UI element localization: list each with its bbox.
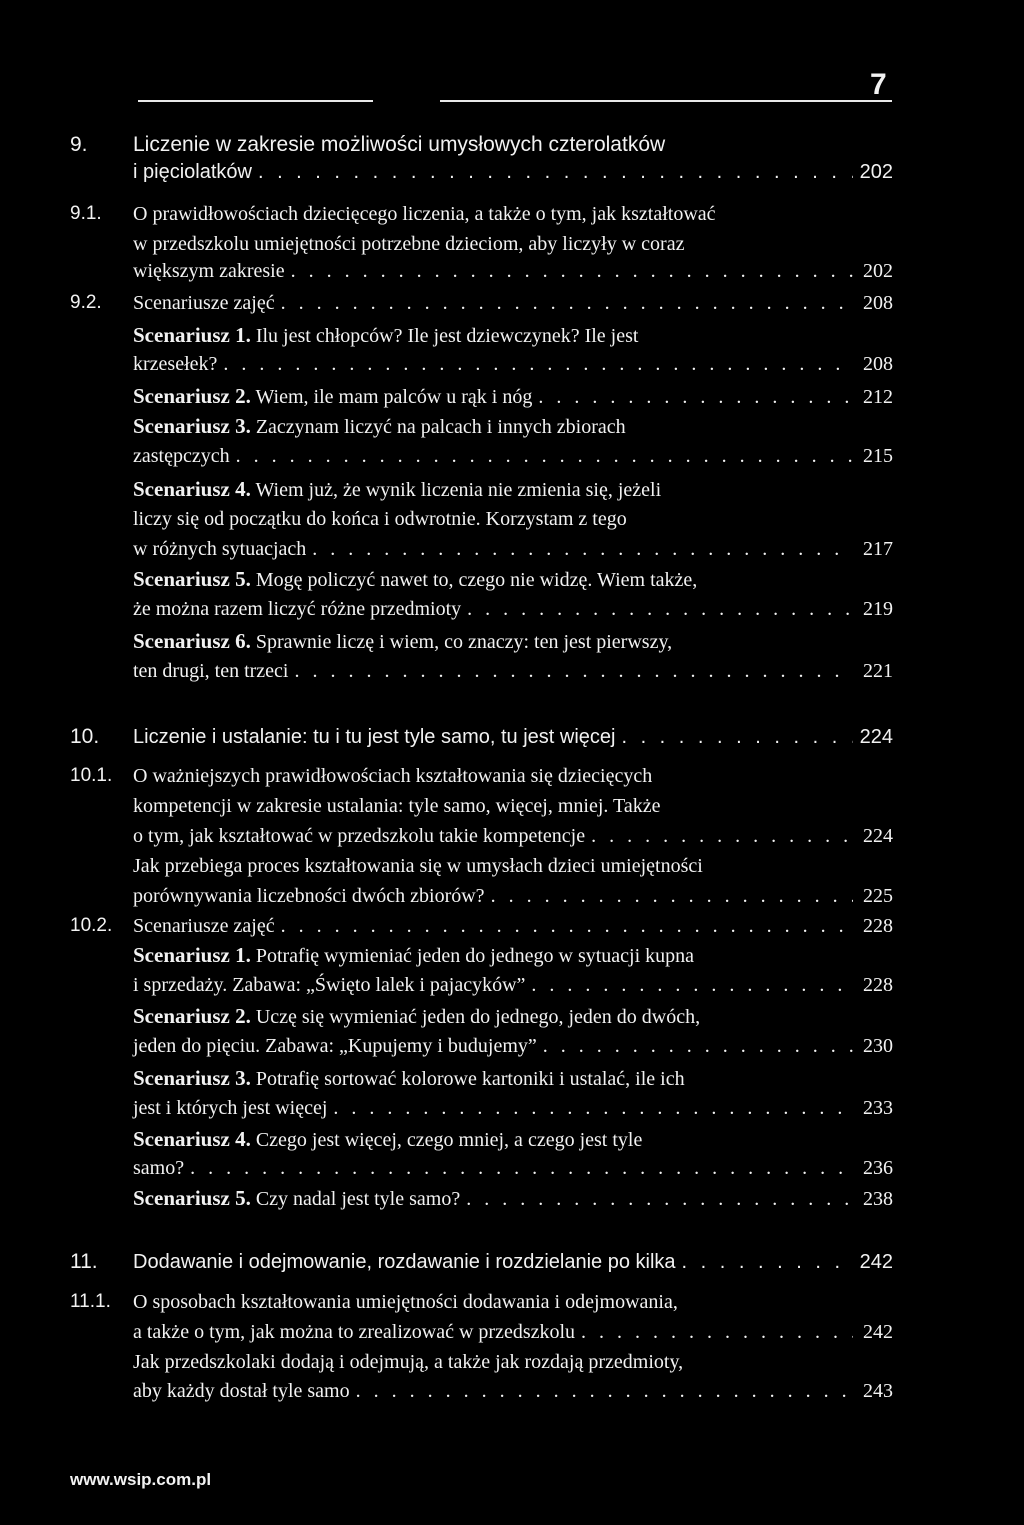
scenario-title-cont: zastępczych: [133, 445, 230, 467]
dot-leader: [190, 1155, 853, 1181]
scenario-10-1-line: [133, 942, 694, 969]
dot-leader: [682, 1249, 853, 1275]
section-10-2-number: 10.2.: [70, 915, 113, 936]
page-ref: 228: [863, 974, 893, 996]
page-ref: 217: [863, 538, 893, 560]
header-rule-left: [138, 100, 373, 102]
header-rule-right: [440, 100, 892, 102]
page-number: 7: [870, 68, 887, 101]
page-ref: 208: [863, 292, 893, 314]
toc-entry-9-scenario-5[interactable]: [133, 596, 893, 622]
chapter-10-title: Liczenie i ustalanie: tu i tu jest tyle samo, tu jest więcej: [133, 726, 616, 748]
page-ref: 242: [863, 1321, 893, 1343]
page-ref: 233: [863, 1097, 893, 1119]
scenario-title: Sprawnie liczę i wiem, co znaczy: ten jest pierwszy,: [250, 631, 673, 653]
scenario-9-5-line: [133, 566, 697, 593]
scenario-10-4-line: [133, 1126, 642, 1153]
section-10-1-title-end: o tym, jak kształtować w przedszkolu takie kompetencje: [133, 825, 586, 847]
section-9-1-number: 9.1.: [70, 203, 102, 224]
page-ref: 221: [863, 660, 893, 682]
section-9-1-title: O prawidłowościach dziecięcego liczenia, a także o tym, jak kształtować: [133, 203, 716, 225]
toc-entry-chapter-9[interactable]: [133, 159, 893, 185]
scenario-title-cont: krzesełek?: [133, 353, 218, 375]
subsection-11-1-b: Jak przedszkolaki dodają i odejmują, a także jak rozdają przedmioty,: [133, 1351, 684, 1373]
scenario-9-4-line: [133, 476, 661, 503]
subsection-title-cont: porównywania liczebności dwóch zbiorów?: [133, 885, 485, 907]
section-9-2-title: Scenariusze zajęć: [133, 292, 275, 314]
toc-entry-10-scenario-2[interactable]: [133, 1033, 893, 1059]
section-11-1-title: O sposobach kształtowania umiejętności dodawania i odejmowania,: [133, 1291, 678, 1313]
page-ref: 212: [863, 386, 893, 408]
toc-entry-chapter-10[interactable]: [133, 724, 893, 750]
scenario-title-cont: samo?: [133, 1157, 185, 1179]
scenario-title: Czy nadal jest tyle samo?: [250, 1188, 461, 1210]
scenario-label: Scenariusz 2.: [133, 384, 251, 408]
page-ref: 230: [863, 1035, 893, 1057]
dot-leader: [236, 443, 853, 469]
page-ref: 236: [863, 1157, 893, 1179]
scenario-title-cont: jest i których jest więcej: [133, 1097, 328, 1119]
page-ref: 228: [863, 915, 893, 937]
scenario-title: Uczę się wymieniać jeden do jednego, jeden do dwóch,: [250, 1006, 701, 1028]
scenario-label: Scenariusz 3.: [133, 414, 251, 438]
scenario-title: Ilu jest chłopców? Ile jest dziewczynek? Ile jest: [250, 325, 639, 347]
subsection-title-cont: aby każdy dostał tyle samo: [133, 1380, 350, 1402]
dot-leader: [223, 351, 853, 377]
toc-entry-10-scenario-4[interactable]: [133, 1155, 893, 1181]
dot-leader: [312, 536, 853, 562]
page-ref: 202: [859, 161, 893, 183]
toc-entry-10-scenario-5[interactable]: [133, 1185, 893, 1212]
toc-entry-9-scenario-1[interactable]: [133, 351, 893, 377]
page-ref: 224: [863, 825, 893, 847]
page-ref: 224: [859, 726, 893, 748]
page-ref: 219: [863, 598, 893, 620]
scenario-label: Scenariusz 5.: [133, 567, 251, 591]
section-9-1-title-end: większym zakresie: [133, 260, 285, 282]
chapter-9-title-cont: i pięciolatków: [133, 161, 252, 183]
toc-entry-9-scenario-6[interactable]: [133, 658, 893, 684]
scenario-9-3-line: [133, 413, 626, 440]
dot-leader: [281, 913, 853, 939]
dot-leader: [491, 883, 853, 909]
page-ref: 208: [863, 353, 893, 375]
scenario-label: Scenariusz 4.: [133, 1127, 251, 1151]
scenario-title-cont: ten drugi, ten trzeci: [133, 660, 289, 682]
scenario-label: Scenariusz 1.: [133, 323, 251, 347]
dot-leader: [591, 823, 853, 849]
scenario-9-1-line: [133, 322, 638, 349]
toc-entry-10-1[interactable]: [133, 823, 893, 849]
footer-url[interactable]: www.wsip.com.pl: [70, 1470, 212, 1489]
dot-leader: [538, 384, 853, 410]
page-ref: 215: [863, 445, 893, 467]
dot-leader: [467, 596, 853, 622]
page-ref: 238: [863, 1188, 893, 1210]
toc-entry-9-scenario-3[interactable]: [133, 443, 893, 469]
chapter-11-number: 11.: [70, 1250, 98, 1273]
section-10-1-title-cont: kompetencji w zakresie ustalania: tyle samo, więcej, mniej. Także: [133, 795, 661, 817]
dot-leader: [295, 658, 854, 684]
toc-entry-10-scenario-1[interactable]: [133, 972, 893, 998]
page-ref: 225: [863, 885, 893, 907]
subsection-10-1-b: Jak przebiega proces kształtowania się w umysłach dzieci umiejętności: [133, 855, 703, 877]
scenario-title: Wiem już, że wynik liczenia nie zmienia się, jeżeli: [250, 479, 662, 501]
scenario-title-cont: i sprzedaży. Zabawa: „Święto lalek i pajacyków”: [133, 974, 526, 996]
scenario-label: Scenariusz 5.: [133, 1186, 251, 1210]
scenario-label: Scenariusz 3.: [133, 1066, 251, 1090]
chapter-9-title: Liczenie w zakresie możliwości umysłowych czterolatków: [133, 133, 666, 156]
scenario-title-cont: jeden do pięciu. Zabawa: „Kupujemy i budujemy”: [133, 1035, 537, 1057]
scenario-label: Scenariusz 6.: [133, 629, 251, 653]
dot-leader: [531, 972, 853, 998]
section-11-1-number: 11.1.: [70, 1291, 111, 1312]
page-ref: 243: [863, 1380, 893, 1402]
dot-leader: [581, 1319, 853, 1345]
scenario-title: Zaczynam liczyć na palcach i innych zbiorach: [250, 416, 626, 438]
dot-leader: [281, 290, 853, 316]
page-ref: 202: [863, 260, 893, 282]
section-10-1-number: 10.1.: [70, 765, 113, 786]
section-9-2-number: 9.2.: [70, 292, 102, 313]
toc-entry-10-2[interactable]: [133, 913, 893, 939]
toc-entry-11-1-b[interactable]: [133, 1378, 893, 1404]
scenario-title-cont: w różnych sytuacjach: [133, 538, 307, 560]
dot-leader: [291, 258, 853, 284]
dot-leader: [356, 1378, 853, 1404]
scenario-label: Scenariusz 2.: [133, 1004, 251, 1028]
section-10-1-title: O ważniejszych prawidłowościach kształtowania się dziecięcych: [133, 765, 653, 787]
dot-leader: [258, 159, 853, 185]
dot-leader: [466, 1186, 853, 1212]
chapter-9-number: 9.: [70, 133, 88, 156]
dot-leader: [621, 724, 853, 750]
scenario-9-6-line: [133, 628, 672, 655]
scenario-label: Scenariusz 4.: [133, 477, 251, 501]
chapter-11-title: Dodawanie i odejmowanie, rozdawanie i rozdzielanie po kilka: [133, 1251, 676, 1273]
toc-entry-chapter-11[interactable]: [133, 1249, 893, 1275]
scenario-10-2-line: [133, 1003, 700, 1030]
scenario-title-cont: że można razem liczyć różne przedmioty: [133, 598, 462, 620]
toc-entry-9-scenario-4[interactable]: [133, 536, 893, 562]
page-ref: 242: [859, 1251, 893, 1273]
dot-leader: [543, 1033, 853, 1059]
scenario-title: Czego jest więcej, czego mniej, a czego jest tyle: [250, 1129, 643, 1151]
chapter-10-number: 10.: [70, 725, 100, 748]
scenario-label: Scenariusz 1.: [133, 943, 251, 967]
scenario-title: Wiem, ile mam palców u rąk i nóg: [250, 386, 533, 408]
section-11-1-title-cont: a także o tym, jak można to zrealizować w przedszkolu: [133, 1321, 576, 1343]
scenario-title: Mogę policzyć nawet to, czego nie widzę. Wiem także,: [250, 569, 698, 591]
toc-entry-9-scenario-2[interactable]: [133, 383, 893, 410]
scenario-10-3-line: [133, 1065, 685, 1092]
scenario-title: Potrafię wymieniać jeden do jednego w sytuacji kupna: [250, 945, 695, 967]
scenario-9-4-line-2: liczy się od początku do końca i odwrotnie. Korzystam z tego: [133, 508, 627, 530]
toc-entry-10-1-b[interactable]: [133, 883, 893, 909]
toc-entry-9-1[interactable]: [133, 258, 893, 284]
section-10-2-title: Scenariusze zajęć: [133, 915, 275, 937]
toc-entry-10-scenario-3[interactable]: [133, 1095, 893, 1121]
scenario-title: Potrafię sortować kolorowe kartoniki i ustalać, ile ich: [250, 1068, 685, 1090]
section-9-1-title-cont: w przedszkolu umiejętności potrzebne dzieciom, aby liczyły w coraz: [133, 233, 685, 255]
dot-leader: [333, 1095, 853, 1121]
toc-entry-11-1[interactable]: [133, 1319, 893, 1345]
toc-entry-9-2[interactable]: [133, 290, 893, 316]
